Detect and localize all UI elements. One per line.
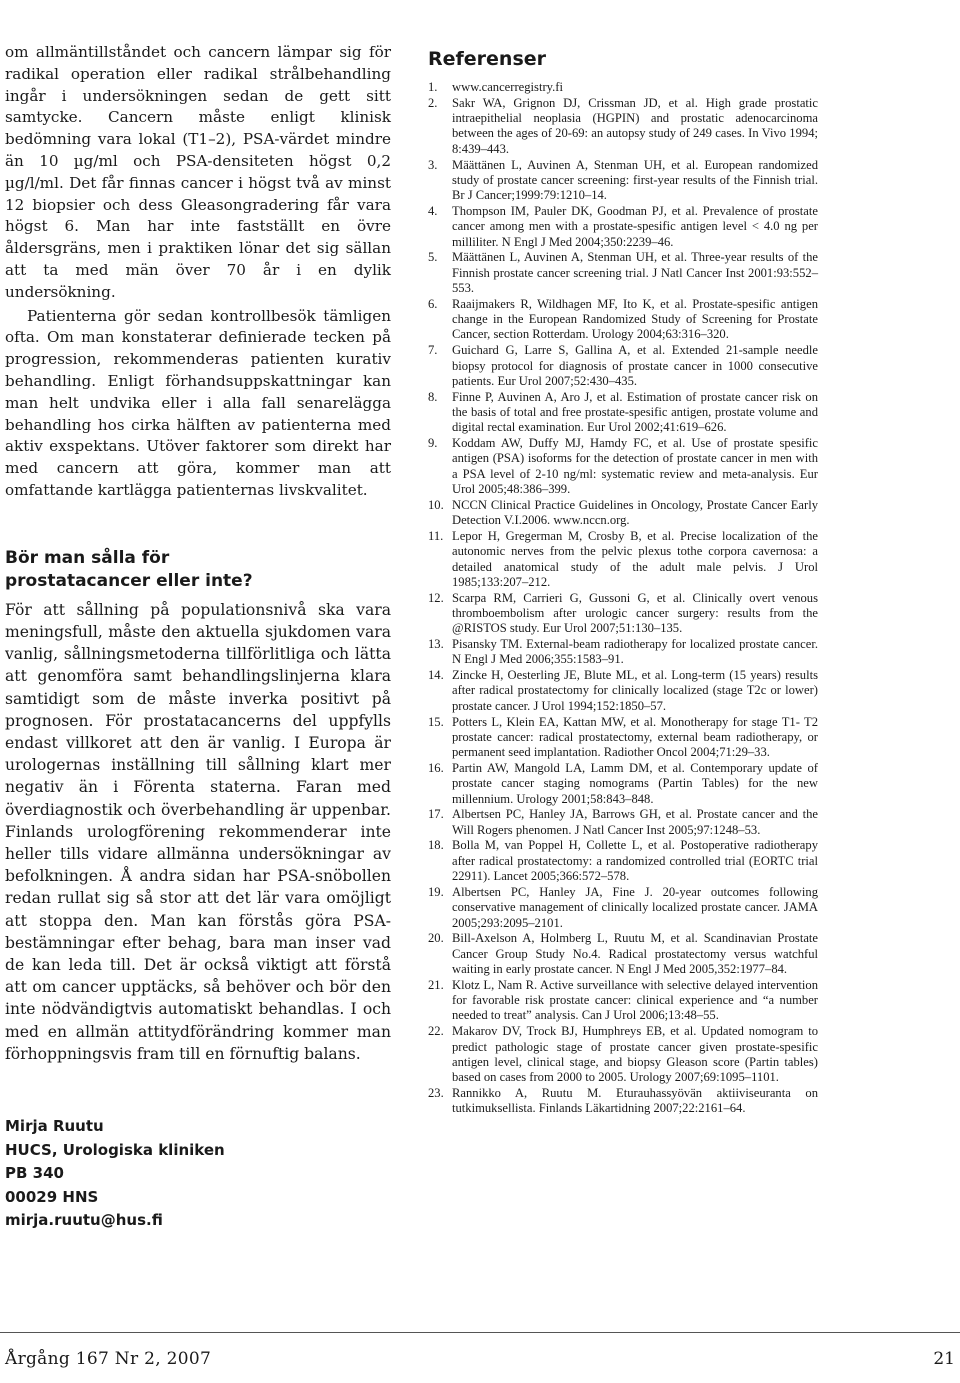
reference-number: 5. — [428, 250, 438, 265]
references-column — [428, 46, 818, 1117]
reference-item — [428, 761, 818, 807]
reference-item — [428, 80, 818, 95]
reference-text: Partin AW, Mangold LA, Lamm DM, et al. Contemporary update of prostate cancer staging nomograms (Partin Tables) for the new millennium. Urology 2001;58:843–848. — [452, 760, 818, 806]
reference-item — [428, 436, 818, 497]
reference-item — [428, 637, 818, 668]
reference-number: 8. — [428, 389, 438, 404]
reference-number: 23. — [428, 1085, 444, 1100]
author-po-box: PB 340 — [5, 1164, 64, 1182]
reference-item — [428, 250, 818, 296]
page-number: 21 — [933, 1349, 955, 1369]
reference-text: Zincke H, Oesterling JE, Blute ML, et al. Long-term (15 years) results after radical prostatectomy for clinically localized (stage T2c or lower) prostate cancer. J Urol 1994;152:1850–57. — [452, 668, 818, 713]
reference-number: 22. — [428, 1024, 444, 1039]
reference-text: Määttänen L, Auvinen A, Stenman UH, et al. European randomized study of prostate cancer screening: first-year results of the Finnish trial. Br J Cancer;1999:79:1210–14. — [452, 157, 818, 203]
reference-text: Albertsen PC, Hanley JA, Fine J. 20-year outcomes following conservative management of clinically localized prostate cancer. JAMA 2005;293:2095–2101. — [452, 884, 818, 930]
reference-item — [428, 668, 818, 714]
reference-item — [428, 343, 818, 389]
left-column — [5, 42, 391, 1233]
reference-item — [428, 297, 818, 343]
references-heading: Referenser — [428, 48, 547, 70]
reference-text: Albertsen PC, Hanley JA, Barrows GH, et al. Prostate cancer and the Will Rogers phenomen. J Natl Cancer Inst 2005;97:1248–53. — [452, 807, 818, 837]
reference-item — [428, 591, 818, 637]
body-paragraph: om allmäntillståndet och cancern lämpar sig för radikal operation eller radikal strålbehandling ingår i undersökningen sedan de gett sitt samtycke. Cancern måste enligt klinisk bedömning vara lokal (T1–2), PSA-värdet mindre än 10 µg/ml och PSA-densiteten högst 0,2 µg/l/ml. Det får finnas cancer i högst två av minst 12 biopsier och dess Gleasongradering får vara högst 6. Man har inte fastställt en övre åldersgräns, men i praktiken lönar det sig sällan att ta med män över 70 år i en dylik undersökning. — [5, 43, 391, 301]
reference-text: Rannikko A, Ruutu M. Eturauhassyövän aktiiviseuranta on tutkimuksellista. Finlands Läkartidning 2007;22:2161–64. — [452, 1085, 818, 1116]
reference-text: Määttänen L, Auvinen A, Stenman UH, et al. Three-year results of the Finnish prostate cancer screening trial. J Natl Cancer Inst 2001:93:552–553. — [452, 250, 818, 296]
reference-item — [428, 529, 818, 590]
reference-number: 11. — [428, 528, 444, 543]
reference-item — [428, 715, 818, 761]
reference-number: 7. — [428, 343, 438, 358]
reference-text: Bolla M, van Poppel H, Collette L, et al. Postoperative radiotherapy after radical prostatectomy: a randomized controlled trial (EORTC trial 22911). Lancet 2005;366:572–578. — [452, 838, 818, 884]
reference-text: Sakr WA, Grignon DJ, Crissman JD, et al. High grade prostatic intraepithelial neoplasia (HGPIN) and prostatic adenocarcinoma between the ages of 20-69: an autopsy study of 249 cases. In Vivo 1994; 8:439–443. — [452, 95, 818, 156]
reference-item — [428, 390, 818, 436]
reference-item — [428, 1086, 818, 1117]
reference-text: Thompson IM, Pauler DK, Goodman PJ, et al. Prevalence of prostate cancer among men with a prostate-spesific antigen level < 4.0 ng per milliliter. N Engl J Med 2004;350:2239–46. — [452, 203, 818, 249]
body-paragraph: Patienterna gör sedan kontrollbesök tämligen ofta. Om man konstaterar definierade tecken på progression, rekommenderas patienten kurativ behandling. Enligt förhandsuppskattningar kan man helt undvika eller i alla fall senarelägga behandling hos cirka hälften av patienterna med aktiv exspektans. Utöver faktorer som direkt har med cancern att göra, kommer man att omfattande kartlägga patienternas livskvalitet. — [5, 306, 391, 499]
reference-number: 15. — [428, 714, 444, 729]
reference-number: 18. — [428, 838, 444, 853]
reference-number: 10. — [428, 497, 444, 512]
section-heading — [5, 547, 391, 593]
reference-text: Makarov DV, Trock BJ, Humphreys EB, et al. Updated nomogram to predict pathologic stage of prostate cancer given prostate-spesific antigen level, clinical stage, and biopsy Gleason score (Partin tables) based on cases from 2000 to 2005. Urology 2007;69:1095–1101. — [452, 1024, 818, 1085]
reference-item — [428, 498, 818, 529]
reference-number: 3. — [428, 157, 438, 172]
author-block — [5, 1115, 391, 1233]
reference-text: www.cancerregistry.fi — [452, 80, 563, 94]
section-heading-line: Bör man sålla för — [5, 547, 170, 568]
reference-number: 13. — [428, 637, 444, 652]
reference-text: Pisansky TM. External-beam radiotherapy for localized prostate cancer. N Engl J Med 2006;355:1583–91. — [452, 637, 818, 667]
reference-item — [428, 96, 818, 157]
reference-number: 12. — [428, 590, 444, 605]
footer-rule — [0, 1332, 960, 1333]
reference-item — [428, 1024, 818, 1085]
reference-number: 16. — [428, 760, 444, 775]
reference-number: 1. — [428, 80, 438, 94]
section-heading-line: prostatacancer eller inte? — [5, 570, 253, 591]
body-paragraph: För att sållning på populationsnivå ska vara meningsfull, måste den aktuella sjukdomen vara vanlig, sållningsmetoderna tillförlitliga och lätta att genomföra samt behandlingslinjerna klara samtidigt som de måste inverka positivt på prognosen. För prostatacancerns del uppfylls endast villkoret att den är vanlig. I Europa är urologernas inställning till sållning klart mer negativ än i Förenta staterna. Faran med överdiagnostik och överbehandling är uppenbar. Finlands urologförening rekommenderar inte heller tills vidare allmänna undersökningar av befolkningen. Å andra sidan har PSA-snöbollen redan rullat sig så stor att det lär vara omöjligt att stoppa den. Man kan förstås göra PSA-bestämningar efter behag, bara man inser vad de kan leda till. Det är också viktigt att förstå att om cancer upptäcks, så behöver och bör den inte nödvändigtvis automatiskt behandlas. I och med en allmän attitydförändring kommer man förhoppningsvis fram till en förnuftig balans. — [5, 600, 391, 1063]
reference-text: Scarpa RM, Carrieri G, Gussoni G, et al. Clinically overt venous thromboembolism after urologic cancer surgery: results from the @RISTOS study. Eur Urol 2007;51:130–135. — [452, 590, 818, 636]
reference-text: Klotz L, Nam R. Active surveillance with selective delayed intervention for favorable risk prostate cancer: clinical experience and “a number needed to treat” analysis. Can J Urol 2006;13:48–55. — [452, 977, 818, 1023]
reference-item — [428, 885, 818, 931]
reference-text: Bill-Axelson A, Holmberg L, Ruutu M, et al. Scandinavian Prostate Cancer Group Study No.4. Radical prostatectomy versus watchful waiting in early prostate cancer. N Engl J Med 2005,352:1977–84. — [452, 931, 818, 977]
author-affiliation: HUCS, Urologiska kliniken — [5, 1140, 225, 1159]
reference-text: Koddam AW, Duffy MJ, Hamdy FC, et al. Use of prostate spesific antigen (PSA) isoforms for the detection of prostate cancer in men with a PSA level of 2-10 ng/ml: systematic review and meta-analysis. Eur Urol 2005;48:386–399. — [452, 436, 818, 497]
reference-number: 21. — [428, 977, 444, 992]
reference-number: 14. — [428, 668, 444, 683]
reference-item — [428, 931, 818, 977]
issue-info: Årgång 167 Nr 2, 2007 — [5, 1349, 212, 1369]
reference-text: NCCN Clinical Practice Guidelines in Oncology, Prostate Cancer Early Detection V.I.2006. www.nccn.org. — [452, 497, 818, 528]
reference-number: 17. — [428, 807, 444, 822]
reference-text: Lepor H, Gregerman M, Crosby B, et al. Precise localization of the autonomic nerves from the pelvic plexus tothe corpora cavernosa: a detailed anatomical study of the adult male pelvis. J Urol 1985;133:207–212. — [452, 528, 818, 589]
reference-text: Raaijmakers R, Wildhagen MF, Ito K, et al. Prostate-spesific antigen change in the European Randomized Study of Screening for Prostate Cancer, section Rotterdam. Urology 2004;63:316–320. — [452, 296, 818, 342]
references-list — [428, 80, 818, 1117]
reference-number: 20. — [428, 931, 444, 946]
reference-number: 2. — [428, 95, 438, 110]
reference-text: Potters L, Klein EA, Kattan MW, et al. Monotherapy for stage T1- T2 prostate cancer: radical prostatectomy, external beam radiotherapy, or permanent seed implantation. Radiother Oncol 2004;71:29–33. — [452, 714, 818, 760]
reference-item — [428, 158, 818, 204]
reference-item — [428, 978, 818, 1024]
reference-number: 9. — [428, 436, 438, 451]
author-postal-code: 00029 HNS — [5, 1187, 99, 1206]
author-name: Mirja Ruutu — [5, 1117, 104, 1135]
reference-number: 4. — [428, 203, 438, 218]
reference-item — [428, 807, 818, 838]
reference-item — [428, 838, 818, 884]
reference-number: 19. — [428, 884, 444, 899]
reference-text: Guichard G, Larre S, Gallina A, et al. Extended 21-sample needle biopsy protocol for diagnosis of prostate cancer in 1000 consecutive patients. Eur Urol 2007;52:430–435. — [452, 343, 818, 388]
reference-text: Finne P, Auvinen A, Aro J, et al. Estimation of prostate cancer risk on the basis of total and free prostate-spesific antigen, prostate volume and digital rectal examination. Eur Urol 2002;41:619–626. — [452, 389, 818, 435]
author-email: mirja.ruutu@hus.fi — [5, 1211, 163, 1229]
reference-number: 6. — [428, 296, 438, 311]
reference-item — [428, 204, 818, 250]
